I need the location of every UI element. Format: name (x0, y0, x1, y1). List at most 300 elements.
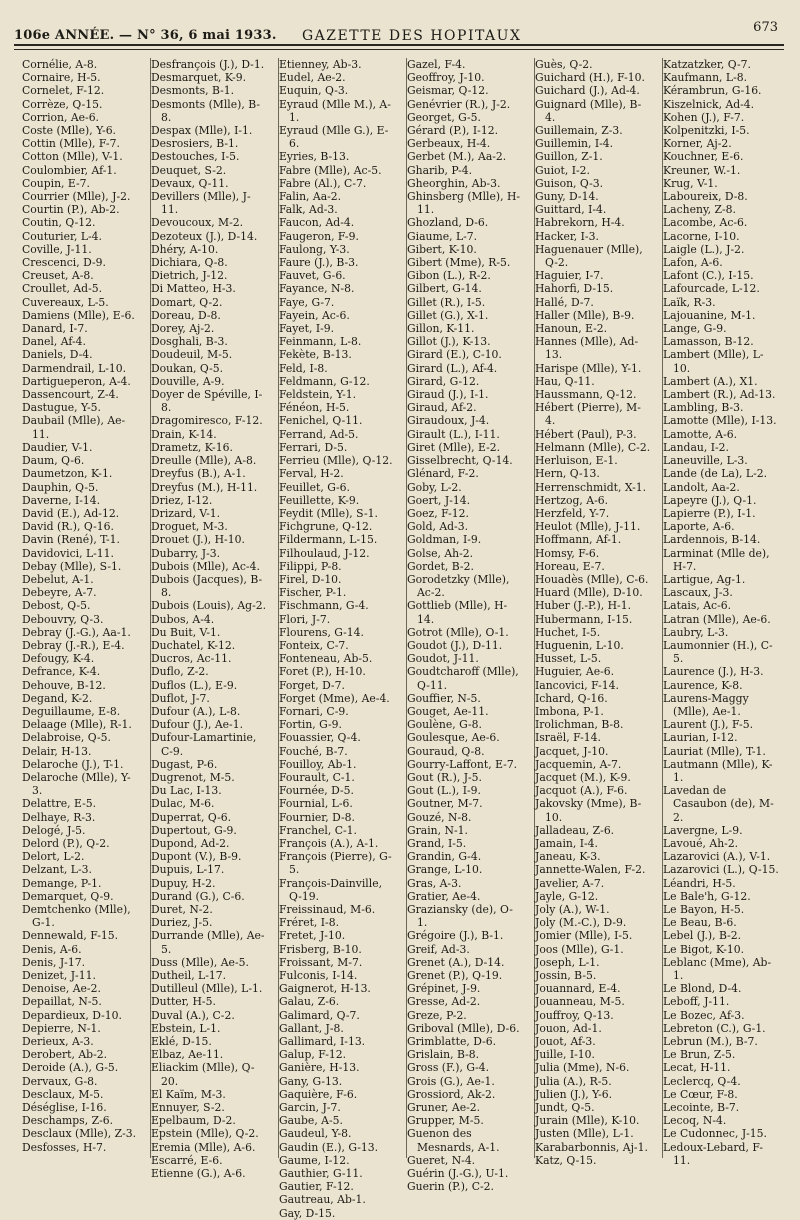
index-entry: Daubail (Mlle), Ae-11. (22, 414, 126, 441)
index-entry: Euquin, Q-3. (279, 84, 349, 98)
index-entry: Fréret, I-8. (279, 916, 340, 930)
index-entry: Firel, D-10. (279, 572, 342, 586)
index-entry: Goudot (J.), D-11. (407, 638, 503, 652)
index-entry: Fonteix, C-7. (279, 638, 349, 652)
index-entry: Guerin (P.), C-2. (407, 1180, 494, 1194)
index-entry: Grange, L-10. (407, 863, 483, 877)
index-entry: Galimard, Q-7. (279, 1008, 360, 1022)
index-entry: Ledoux-Lebard, F-11. (663, 1140, 763, 1167)
index-entry: Duperrat, Q-6. (151, 810, 232, 824)
index-entry: Gouffier, N-5. (407, 691, 481, 705)
index-entry: Gillet (R.), I-5. (407, 295, 486, 309)
index-entry: Dosghali, B-3. (151, 335, 228, 349)
index-entry: Debeyre, A-7. (22, 586, 97, 600)
index-entry: Grimblatte, D-6. (407, 1035, 497, 1049)
index-entry: Girard (E.), C-10. (407, 348, 502, 362)
index-entry: Ganière, H-13. (279, 1061, 360, 1075)
index-entry: Dubos, A-4. (151, 612, 215, 626)
index-entry: Le Bayon, H-5. (663, 903, 745, 916)
index-entry: Destouches, I-5. (151, 150, 240, 164)
index-entry: Herluison, E-1. (535, 454, 618, 468)
index-entry: Greze, P-2. (407, 1008, 467, 1022)
index-entry: Krug, V-1. (663, 176, 718, 190)
index-entry: Giraud (J.), I-1. (407, 388, 489, 402)
index-entry: Ferrand, Ad-5. (279, 427, 359, 441)
index-entry: Dubois (Louis), Ag-2. (151, 599, 267, 613)
index-entry: Depierre, N-1. (22, 1021, 101, 1035)
index-entry: Déséglise, I-16. (22, 1101, 107, 1115)
index-entry: Juille, I-10. (535, 1048, 595, 1062)
index-entry: Gibert, K-10. (407, 242, 477, 256)
index-entry: Justen (Mlle), L-1. (535, 1127, 634, 1141)
index-entry: Cottin (Mlle), F-7. (22, 137, 120, 151)
index-entry: Golse, Ah-2. (407, 546, 474, 560)
index-entry: Demtchenko (Mlle), G-1. (22, 903, 131, 930)
index-entry: Dastugue, Y-5. (22, 401, 101, 415)
index-entry: Horeau, E-7. (535, 559, 605, 573)
index-entry: Imbona, P-1. (535, 704, 604, 718)
index-entry: Kouchner, E-6. (663, 150, 744, 164)
index-entry: Cuvereaux, L-5. (22, 295, 109, 309)
index-entry: Jurain (Mlle), K-10. (535, 1114, 640, 1128)
index-entry: Deschamps, Z-6. (22, 1114, 114, 1128)
index-entry: Goez, F-12. (407, 506, 469, 520)
index-entry: Creuset, A-8. (22, 269, 94, 283)
index-entry: Feuillet, G-6. (279, 480, 350, 494)
index-entry: Debay (Mlle), S-1. (22, 559, 122, 573)
index-entry: Gaudeul, Y-8. (279, 1127, 352, 1141)
index-entry: Feld, I-8. (279, 361, 328, 375)
index-entry: Le Beau, B-6. (663, 916, 737, 930)
index-entry: Girault (L.), I-11. (407, 427, 500, 441)
index-entry: Le Brun, Z-5. (663, 1048, 736, 1062)
index-entry: Grupper, M-5. (407, 1114, 484, 1128)
index-entry: Lavoué, Ah-2. (663, 836, 739, 850)
index-entry: Kohen (J.), F-7. (663, 110, 745, 124)
index-entry: Guittard, I-4. (535, 203, 607, 217)
index-entry: Harispe (Mlle), Y-1. (535, 361, 642, 375)
index-entry: Defrance, K-4. (22, 665, 101, 679)
index-entry: Drametz, K-16. (151, 440, 233, 454)
index-entry: Fenichel, Q-11. (279, 414, 363, 428)
index-entry: Coupin, E-7. (22, 176, 90, 190)
index-entry: Lande (de La), L-2. (663, 467, 768, 481)
index-entry: Fonteneau, Ab-5. (279, 652, 373, 666)
index-entry: Dugrenot, M-5. (151, 770, 235, 784)
index-entry: Dutheil, L-17. (151, 969, 227, 983)
index-entry: Fournée, D-5. (279, 784, 354, 798)
index-entry: Dorey, Aj-2. (151, 322, 215, 336)
index-entry: Demange, P-1. (22, 876, 102, 890)
index-entry: Feldmann, G-12. (279, 374, 370, 388)
index-entry: François (Pierre), G-5. (279, 850, 392, 877)
index-entry: Lardennois, B-14. (663, 533, 761, 547)
index-entry: Duchatel, K-12. (151, 638, 236, 652)
index-entry: Gross (F.), G-4. (407, 1061, 490, 1075)
index-entry: Guiot, I-2. (535, 163, 590, 177)
index-entry: Latran (Mlle), Ae-6. (663, 612, 771, 626)
index-entry: Dervaux, G-8. (22, 1074, 98, 1088)
index-entry: Julia (Mme), N-6. (535, 1061, 630, 1075)
index-entry: Guillon, Z-1. (535, 150, 603, 164)
index-entry: Droguet, M-3. (151, 520, 228, 534)
index-entry: Goert, J-14. (407, 493, 471, 507)
index-entry: Gras, A-3. (407, 876, 462, 890)
index-entry: Graziansky (de), O-1. (407, 903, 513, 930)
index-entry: Gillon, K-11. (407, 322, 475, 336)
index-entry: Depaillat, N-5. (22, 995, 102, 1009)
index-entry: Dufour-Lamartinie, C-9. (151, 731, 257, 758)
index-entry: Goutner, M-7. (407, 797, 483, 811)
index-entry: Lecat, H-11. (663, 1061, 731, 1075)
index-entry: Damiens (Mlle), E-6. (22, 308, 135, 322)
index-entry: Corrèze, Q-15. (22, 97, 103, 111)
index-entry: Goulène, G-8. (407, 718, 482, 732)
index-entry: Karabarbonnis, Aj-1. (535, 1140, 648, 1154)
index-entry: Lafon, A-6. (663, 256, 723, 270)
index-entry: Ennuyer, S-2. (151, 1101, 225, 1115)
index-entry: Georget, G-5. (407, 110, 481, 124)
index-entry: Laumonnier (H.), C-5. (663, 638, 773, 666)
index-entry: Desmonts (Mlle), B-8. (151, 97, 261, 124)
index-entry: Cotton (Mlle), V-1. (22, 150, 123, 164)
index-entry: Gauthier, G-11. (279, 1167, 363, 1181)
index-entry: El Kaïm, M-3. (151, 1087, 226, 1101)
index-entry: Hau, Q-11. (535, 374, 595, 388)
index-entry: Dugast, P-6. (151, 757, 218, 771)
index-entry: Hacker, I-3. (535, 229, 599, 243)
index-entry: Fourault, C-1. (279, 770, 355, 784)
index-entry: Jomier (Mlle), I-5. (535, 929, 633, 943)
index-entry: Flori, J-7. (279, 612, 331, 626)
index-entry: Gordet, B-2. (407, 559, 474, 573)
index-entry: Gresse, Ad-2. (407, 995, 481, 1009)
index-entry: Gouget, Ae-11. (407, 704, 489, 718)
index-entry: Filippi, P-8. (279, 559, 342, 573)
index-entry: Gibert (Mme), R-5. (407, 256, 511, 270)
index-entry: Denis, A-6. (22, 942, 82, 956)
index-entry: Eliackim (Mlle), Q-20. (151, 1061, 255, 1088)
index-entry: Jacquemin, A-7. (535, 757, 622, 771)
index-entry: Ebstein, L-1. (151, 1021, 221, 1035)
index-entry: Doukan, Q-5. (151, 361, 224, 375)
index-entry: Lange, G-9. (663, 322, 727, 336)
index-entry: Houadès (Mlle), C-6. (535, 572, 649, 586)
index-entry: Lacombe, Ac-6. (663, 216, 748, 230)
index-entry: Falin, Aa-2. (279, 190, 342, 204)
index-entry: Giaume, L-7. (407, 229, 478, 243)
index-entry: Feinmann, L-8. (279, 335, 362, 349)
index-entry: Haussmann, Q-12. (535, 388, 637, 402)
index-entry: Galup, F-12. (279, 1048, 347, 1062)
index-entry: Guillemain, Z-3. (535, 124, 623, 138)
index-entry: Gisselbrecht, Q-14. (407, 454, 513, 468)
index-entry: Joseph, L-1. (535, 955, 600, 969)
index-entry: Lambling, B-3. (663, 401, 744, 415)
index-entry: Grégoire (J.), B-1. (407, 929, 504, 943)
index-entry: Gaudin (E.), G-13. (279, 1140, 379, 1154)
index-entry: Domart, Q-2. (151, 295, 223, 309)
index-entry: Jacquet, J-10. (535, 744, 609, 758)
index-entry: Dupont (V.), B-9. (151, 850, 242, 864)
index-entry: Lamotte, A-6. (663, 427, 738, 441)
index-entry: Grenet (A.), D-14. (407, 955, 505, 969)
index-entry: Gottlieb (Mlle), H-14. (407, 599, 508, 626)
index-entry: Hanoun, E-2. (535, 322, 608, 336)
index-entry: Dubarry, J-3. (151, 546, 221, 560)
index-entry: Coutin, Q-12. (22, 216, 96, 230)
index-entry: Hahorfi, D-15. (535, 282, 614, 296)
index-column-2 (150, 58, 269, 1181)
index-entry: Laubry, L-3. (663, 625, 729, 639)
index-entry: Laurens-Maggy (Mlle), Ae-1. (663, 691, 749, 718)
index-entry: Dehouve, B-12. (22, 678, 106, 692)
index-entry: David (R.), Q-16. (22, 520, 114, 534)
index-entry: Faure (J.), B-3. (279, 256, 359, 270)
index-entry: David (E.), Ad-12. (22, 506, 120, 520)
index-entry: Gheorghin, Ab-3. (407, 176, 501, 190)
index-entry: Giret (Mlle), E-2. (407, 440, 501, 454)
index-entry: Laïk, R-3. (663, 295, 716, 309)
index-entry: Jannette-Walen, F-2. (535, 863, 646, 877)
index-entry: Lamotte (Mlle), I-13. (663, 414, 777, 428)
index-entry: Gay, D-15. (279, 1206, 336, 1220)
index-entry: Doreau, D-8. (151, 308, 221, 322)
index-entry: Darmendrail, L-10. (22, 361, 127, 375)
index-entry: Desclaux, M-5. (22, 1087, 104, 1101)
index-entry: Gaube, A-5. (279, 1114, 343, 1128)
index-entry: Le Bozec, Af-3. (663, 1008, 745, 1022)
index-entry: Dassencourt, Z-4. (22, 388, 119, 402)
index-entry: Douville, A-9. (151, 374, 225, 388)
index-entry: Huchet, I-5. (535, 625, 601, 639)
index-entry: Gout (L.), I-9. (407, 784, 481, 798)
index-entry: Gautier, F-12. (279, 1180, 354, 1194)
index-entry: Gérard (P.), I-12. (407, 124, 498, 138)
index-entry: Demarquet, Q-9. (22, 889, 114, 903)
index-entry: Dubois (Mlle), Ac-4. (151, 559, 260, 573)
index-entry: Hallé, D-7. (535, 295, 594, 309)
index-entry: Drain, K-14. (151, 427, 217, 441)
index-entry: Dauphin, Q-5. (22, 480, 99, 494)
index-entry: Fouassier, Q-4. (279, 731, 361, 745)
index-entry: Lacorne, I-10. (663, 229, 740, 243)
index-entry: Lapeyre (J.), Q-1. (663, 493, 757, 507)
index-entry: Courtin (P.), Ab-2. (22, 203, 120, 217)
index-entry: Gueret, N-4. (407, 1153, 476, 1167)
index-entry: Kiszelnick, Ad-4. (663, 97, 755, 111)
index-entry: Deuquet, S-2. (151, 163, 227, 177)
index-entry: Devillers (Mlle), J-11. (151, 190, 251, 217)
index-entry: Dartigueperon, A-4. (22, 374, 131, 388)
index-entry: Daum, Q-6. (22, 454, 85, 468)
index-entry: Escarré, E-6. (151, 1153, 223, 1167)
index-entry: Fayance, N-8. (279, 282, 355, 296)
index-entry: Girard (L.), Af-4. (407, 361, 498, 375)
index-column-1 (22, 58, 140, 1158)
index-entry: Debelut, A-1. (22, 572, 94, 586)
index-entry: Daumetzon, K-1. (22, 467, 113, 481)
index-entry: Dupuis, L-17. (151, 863, 225, 877)
index-entry: Debost, Q-5. (22, 599, 91, 613)
index-entry: Faye, G-7. (279, 295, 335, 309)
index-entry: Grossiord, Ak-2. (407, 1087, 496, 1101)
index-entry: Duflot, J-7. (151, 691, 210, 705)
index-entry: Deroide (A.), G-5. (22, 1061, 119, 1075)
index-entry: Faugeron, F-9. (279, 229, 359, 243)
index-entry: Duflo, Z-2. (151, 665, 209, 679)
index-entry: Davin (René), T-1. (22, 533, 120, 547)
index-entry: Goudot, J-11. (407, 652, 479, 666)
index-entry: Giraudoux, J-4. (407, 414, 490, 428)
index-entry: Epelbaum, D-2. (151, 1114, 236, 1128)
index-entry: Coste (Mlle), Y-6. (22, 124, 116, 138)
index-entry: Katzatzker, Q-7. (663, 58, 751, 71)
index-entry: Fayein, Ac-6. (279, 308, 350, 322)
index-entry: Lavedan de Casaubon (de), M-2. (663, 784, 774, 824)
index-entry: Croullet, Ad-5. (22, 282, 103, 296)
index-entry: Defougy, K-4. (22, 652, 95, 666)
index-entry: Duriez, J-5. (151, 916, 213, 930)
index-entry: Davidovici, L-11. (22, 546, 114, 560)
index-column-5 (534, 58, 653, 1167)
index-entry: Huard (Mlle), D-10. (535, 586, 643, 600)
index-entry: Jouannard, E-4. (535, 982, 621, 996)
index-entry: Dietrich, J-12. (151, 269, 228, 283)
index-entry: Lascaux, J-3. (663, 586, 733, 600)
index-entry: Fabre (Mlle), Ac-5. (279, 163, 382, 177)
index-entry: Denis, J-17. (22, 955, 86, 969)
index-entry: Corrion, Ae-6. (22, 110, 99, 124)
index-entry: Irolichman, B-8. (535, 718, 624, 732)
index-entry: Jossin, B-5. (535, 969, 597, 983)
index-entry: Julia (A.), R-5. (535, 1074, 612, 1088)
index-entry: Daverne, I-14. (22, 493, 101, 507)
index-entry: Gerbeaux, H-4. (407, 137, 491, 151)
index-entry: Ferrieu (Mlle), Q-12. (279, 454, 393, 468)
index-entry: Gallimard, I-13. (279, 1035, 366, 1049)
index-entry: Kaufmann, L-8. (663, 71, 748, 85)
page-header (14, 14, 784, 48)
index-entry: Dreyfus (M.), H-11. (151, 480, 258, 494)
index-entry: Gilbert, G-14. (407, 282, 482, 296)
index-entry: Gratier, Ae-4. (407, 889, 481, 903)
index-entry: Crescenci, D-9. (22, 256, 106, 270)
index-entry: Huguenin, L-10. (535, 638, 624, 652)
index-entry: Lamasson, B-12. (663, 335, 754, 349)
index-entry: Devoucoux, M-2. (151, 216, 244, 230)
index-entry: Lebrun (M.), B-7. (663, 1035, 758, 1049)
index-entry: Le Bigot, K-10. (663, 942, 745, 956)
index-entry: Eremia (Mlle), A-6. (151, 1140, 256, 1154)
index-entry: Jouon, Ad-1. (535, 1021, 602, 1035)
index-entry: Frisberg, B-10. (279, 942, 362, 956)
index-entry: Fulconis, I-14. (279, 969, 358, 983)
index-entry: Fournial, L-6. (279, 797, 353, 811)
index-entry: Katz, Q-15. (535, 1153, 597, 1167)
index-entry: Faulong, Y-3. (279, 242, 350, 256)
index-entry: Gany, G-13. (279, 1074, 343, 1088)
index-entry: Laboureix, D-8. (663, 190, 748, 204)
index-entry: Ferrari, D-5. (279, 440, 348, 454)
index-entry: Doudeuil, M-5. (151, 348, 233, 362)
index-entry: Gout (R.), J-5. (407, 770, 482, 784)
index-entry: Delaage (Mlle), R-1. (22, 718, 132, 732)
index-entry: Gerbet (M.), Aa-2. (407, 150, 507, 164)
index-entry: Delabroise, Q-5. (22, 731, 111, 745)
index-entry: Durand (G.), C-6. (151, 889, 245, 903)
index-entry: Ducros, Ac-11. (151, 652, 232, 666)
index-entry: Fekète, B-13. (279, 348, 352, 362)
index-entry: Helmann (Mlle), C-2. (535, 440, 651, 454)
index-entry: Fornari, C-9. (279, 704, 349, 718)
index-entry: Gaume, I-12. (279, 1153, 350, 1167)
index-entry: Jayle, G-12. (535, 889, 599, 903)
index-entry: Landau, I-2. (663, 440, 729, 454)
index-entry: Genévrier (R.), J-2. (407, 97, 511, 111)
index-entry: Gourry-Laffont, E-7. (407, 757, 518, 771)
index-entry: Le Bale'h, G-12. (663, 889, 751, 903)
index-entry: Fauvet, G-6. (279, 269, 346, 283)
index-entry: Danel, Af-4. (22, 335, 86, 349)
index-entry: Hertzog, A-6. (535, 493, 609, 507)
index-entry: François (A.), A-1. (279, 836, 379, 850)
index-entry: Feydit (Mlle), S-1. (279, 506, 378, 520)
index-entry: Lafourcade, L-12. (663, 282, 760, 296)
index-entry: Daniels, D-4. (22, 348, 93, 362)
index-entry: Falk, Ad-3. (279, 203, 338, 217)
index-entry: Julien (J.), Y-6. (535, 1087, 613, 1101)
index-entry: Janeau, K-3. (535, 850, 601, 864)
index-entry: Homsy, F-6. (535, 546, 600, 560)
index-entry: Couturier, L-4. (22, 229, 102, 243)
index-entry: Geismar, Q-12. (407, 84, 489, 98)
index-entry: Fildermann, L-15. (279, 533, 378, 547)
index-entry: Jakovsky (Mme), B-10. (535, 797, 642, 824)
index-entry: Dragomiresco, F-12. (151, 414, 263, 428)
index-entry: Desfosses, H-7. (22, 1140, 107, 1154)
index-entry: Gillot (J.), K-13. (407, 335, 491, 349)
index-entry: Hannes (Mlle), Ad-13. (535, 335, 639, 362)
index-entry: Lecointe, B-7. (663, 1101, 740, 1115)
index-entry: Laurian, I-12. (663, 731, 738, 745)
index-entry: Gruner, Ae-2. (407, 1101, 481, 1115)
index-entry: Daudier, V-1. (22, 440, 93, 454)
index-entry: Duval (A.), C-2. (151, 1008, 235, 1022)
index-entry: Dulac, M-6. (151, 797, 215, 811)
index-entry: Gazel, F-4. (407, 58, 466, 71)
index-entry: Dupond, Ad-2. (151, 836, 230, 850)
index-entry: Landolt, Aa-2. (663, 480, 740, 494)
index-entry: Korner, Aj-2. (663, 137, 732, 151)
index-entry: Fischer, P-1. (279, 586, 347, 600)
index-entry: Geoffroy, J-10. (407, 71, 485, 85)
index-entry: Doyer de Spéville, I-8. (151, 388, 263, 415)
index-entry: Galau, Z-6. (279, 995, 340, 1009)
index-entry: Courrier (Mlle), J-2. (22, 190, 131, 204)
index-entry: Dupuy, H-2. (151, 876, 216, 890)
index-entry: Degand, K-2. (22, 691, 93, 705)
index-entry: Fischmann, G-4. (279, 599, 369, 613)
index-entry: Fournier, D-8. (279, 810, 355, 824)
index-entry: Habrekorn, H-4. (535, 216, 625, 230)
index-entry: Eyraud (Mlle G.), E-6. (279, 124, 389, 151)
index-entry: Ghozland, D-6. (407, 216, 489, 230)
index-entry: Driez, I-12. (151, 493, 213, 507)
index-entry: Jouot, Af-3. (535, 1035, 596, 1049)
index-entry: Cornaire, H-5. (22, 71, 101, 85)
index-entry: François-Dainville, Q-19. (279, 876, 383, 903)
